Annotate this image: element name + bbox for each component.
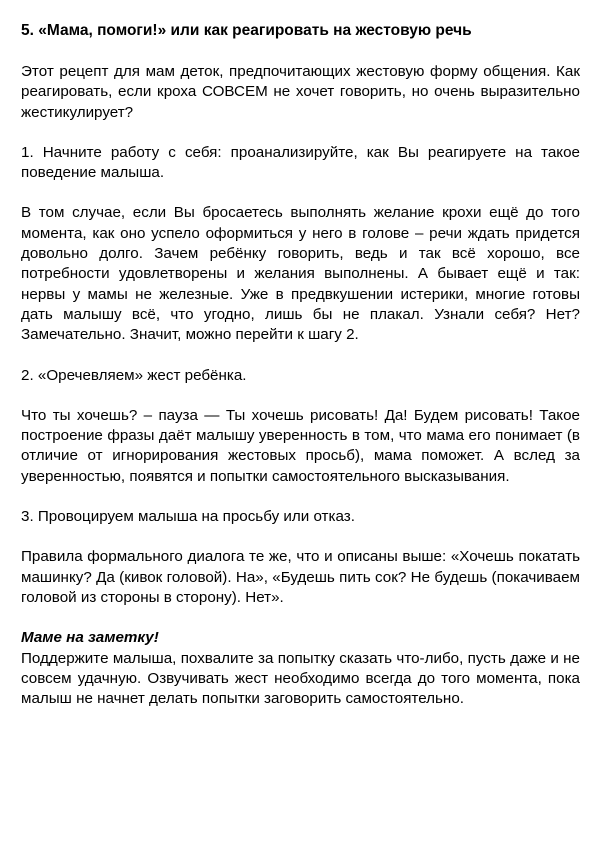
document-page: [21, 21, 580, 729]
intro-paragraph: Этот рецепт для мам деток, предпочитающих жестовую форму общения. Как реагировать, если кроха СОВСЕМ не хочет говорить, но очень выразительно жестикулирует?: [21, 63, 580, 121]
note-title: Маме на заметку!: [21, 629, 159, 647]
note-paragraph: Поддержите малыша, похвалите за попытку сказать что-либо, пусть даже и не совсем удачную. Озвучивать жест необходимо всегда до того момента, пока малыш не начнет делать попытки заговорить самостоятельно.: [21, 649, 580, 708]
step-3-explanation-paragraph: Правила формального диалога те же, что и описаны выше: «Хочешь покатать машинку? Да (кивок головой). На», «Будешь пить сок? Не будешь (покачиваем головой из стороны в сторону). Нет».: [21, 548, 580, 606]
section-heading: 5. «Мама, помоги!» или как реагировать на жестовую речь: [21, 22, 472, 39]
step-1-paragraph: 1. Начните работу с себя: проанализируйте, как Вы реагируете на такое поведение малыша.: [21, 143, 580, 182]
step-3-heading-paragraph: 3. Провоцируем малыша на просьбу или отказ.: [21, 508, 355, 526]
step-1-explanation-paragraph: В том случае, если Вы бросаетесь выполнять желание крохи ещё до того момента, как оно успело оформиться у него в голове – речи ждать придется довольно долго. Зачем ребёнку говорить, ведь и так всё хорошо, все потребности удовлетворены и желания выполнены. А бывает ещё и так: нервы у мамы не железные. Уже в предвкушении истерики, многие готовы дать малышу всё, что угодно, лишь бы не плакал. Узнали себя? Нет? Замечательно. Значит, можно перейти к шагу 2.: [21, 204, 580, 344]
step-2-heading-paragraph: 2. «Оречевляем» жест ребёнка.: [21, 366, 247, 384]
step-2-explanation-paragraph: Что ты хочешь? – пауза — Ты хочешь рисовать! Да! Будем рисовать! Такое построение фразы даёт малышу уверенность в том, что мама его понимает (в отличие от игнорирования жестовых просьб), мама поможет. А вслед за уверенностью, появятся и попытки самостоятельного высказывания.: [21, 406, 580, 485]
